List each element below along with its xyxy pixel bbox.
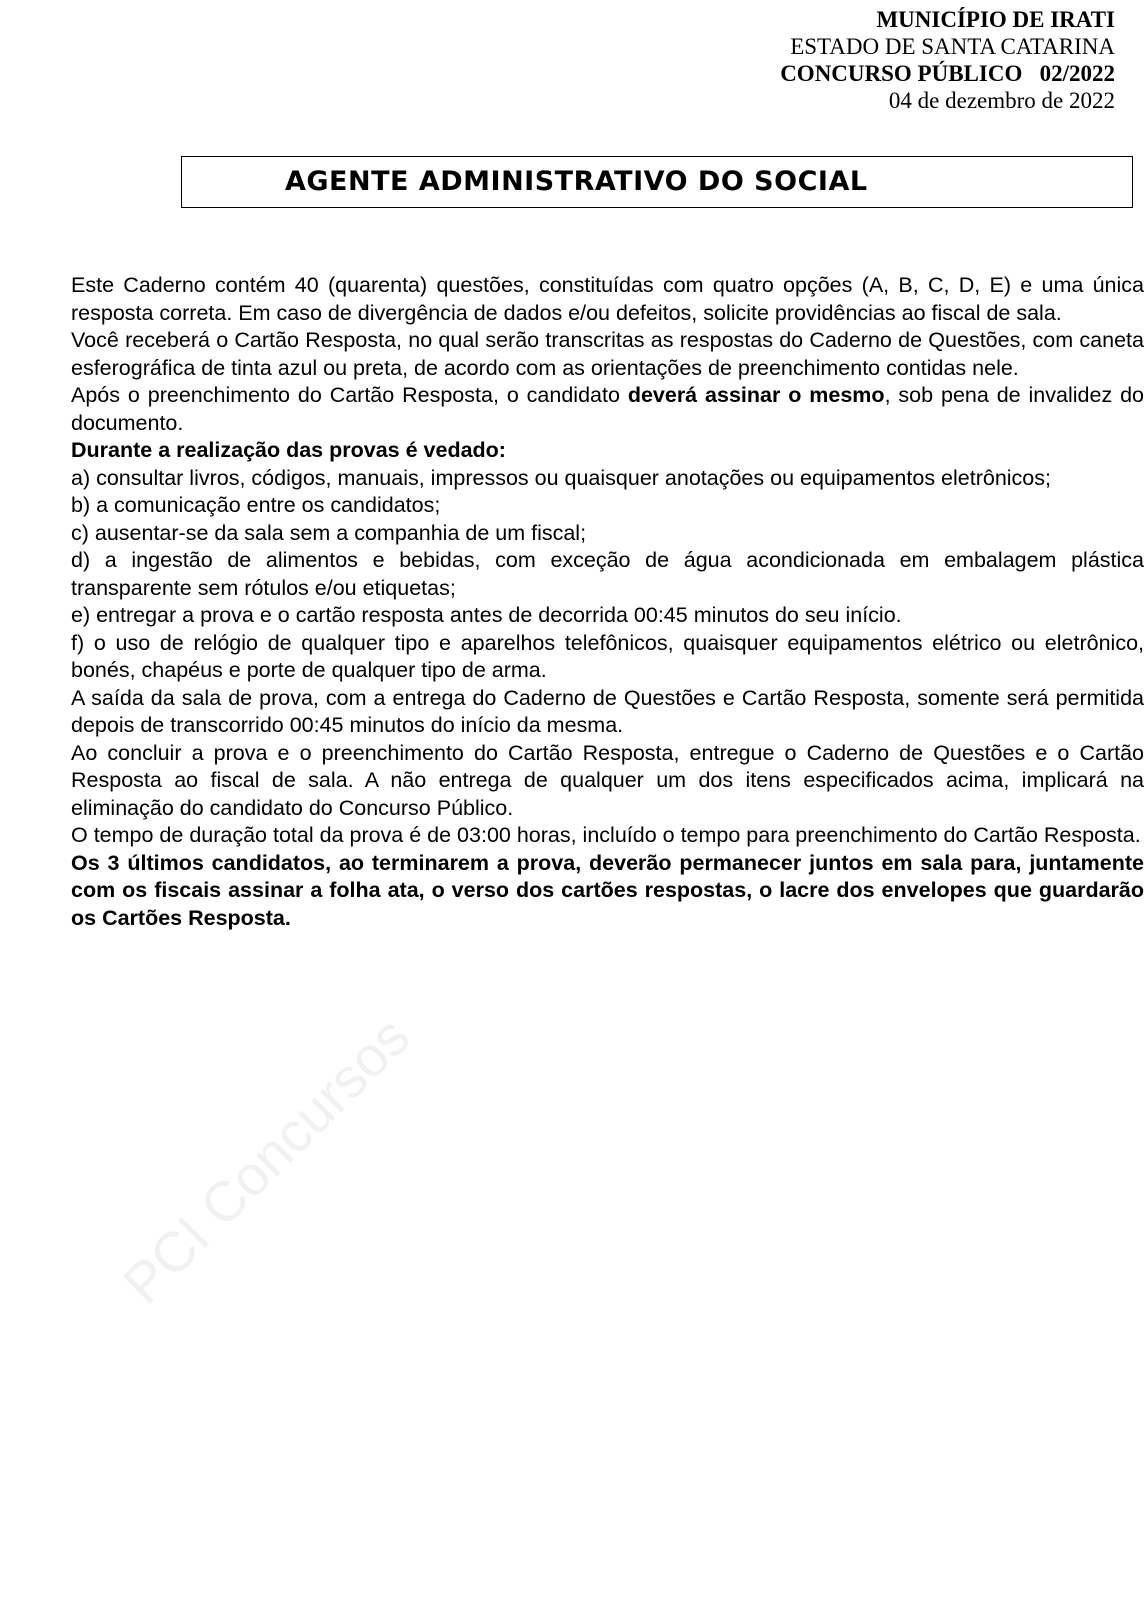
prohibited-item: b) a comunicação entre os candidatos; <box>71 493 441 517</box>
prohibited-item: f) o uso de relógio de qualquer tipo e aparelhos telefônicos, quaisquer equipamentos elétrico ou eletrônico, bonés, chapéus e porte de qualquer tipo de arma. <box>71 630 1144 682</box>
contest-number: CONCURSO PÚBLICO 02/2022 <box>780 61 1115 86</box>
instruction-paragraph: Você receberá o Cartão Resposta, no qual serão transcritas as respostas do Caderno de Questões, com caneta esferográfica de tinta azul ou preta, de acordo com as orientações de preenchimento contidas nele. <box>71 328 1144 380</box>
instruction-paragraph: Este Caderno contém 40 (quarenta) questões, constituídas com quatro opções (A, B, C, D, E) e uma única resposta correta. Em caso de divergência de dados e/ou defeitos, solicite providências ao fiscal de sala. <box>71 273 1144 325</box>
prohibited-heading: Durante a realização das provas é vedado: <box>71 438 506 462</box>
prohibited-item: d) a ingestão de alimentos e bebidas, com exceção de água acondicionada em embalagem plástica transparente sem rótulos e/ou etiquetas; <box>71 548 1144 600</box>
exam-title-box <box>181 156 1133 208</box>
instruction-paragraph <box>71 382 1144 437</box>
instruction-paragraph: Ao concluir a prova e o preenchimento do Cartão Resposta, entregue o Caderno de Questões e o Cartão Resposta ao fiscal de sala. A não entrega de qualquer um dos itens especificados acima, implicará na eliminação do candidato do Concurso Público. <box>71 740 1144 820</box>
instruction-paragraph: A saída da sala de prova, com a entrega do Caderno de Questões e Cartão Resposta, somente será permitida depois de transcorrido 00:45 minutos do início da mesma. <box>71 685 1144 737</box>
prohibited-item: c) ausentar-se da sala sem a companhia de um fiscal; <box>71 520 587 545</box>
final-candidates-notice: Os 3 últimos candidatos, ao terminarem a prova, deverão permanecer juntos em sala para, juntamente com os fiscais assinar a folha ata, o verso dos cartões respostas, o lacre dos envelopes que guardarão os Cartões Resposta. <box>71 850 1144 930</box>
exam-title: AGENTE ADMINISTRATIVO DO SOCIAL <box>285 166 868 197</box>
prohibited-item: a) consultar livros, códigos, manuais, impressos ou quaisquer anotações ou equipamentos eletrônicos; <box>71 465 1051 490</box>
instruction-text: , sob pena de invalidez do documento. <box>71 383 1144 435</box>
watermark: PCI Concursos <box>110 1004 422 1316</box>
instruction-paragraph: O tempo de duração total da prova é de 03:00 horas, incluído o tempo para preenchimento do Cartão Resposta. <box>71 823 1141 847</box>
municipality-name: MUNICÍPIO DE IRATI <box>876 7 1115 32</box>
document-header <box>780 6 1115 114</box>
prohibited-item: e) entregar a prova e o cartão resposta antes de decorrida 00:45 minutos do seu início. <box>71 603 902 627</box>
instructions-body <box>71 272 1144 932</box>
instruction-text: Após o preenchimento do Cartão Resposta, o candidato <box>71 383 628 407</box>
exam-date: 04 de dezembro de 2022 <box>888 88 1115 113</box>
instruction-emphasis: deverá assinar o mesmo <box>627 383 885 407</box>
state-name: ESTADO DE SANTA CATARINA <box>790 34 1115 59</box>
